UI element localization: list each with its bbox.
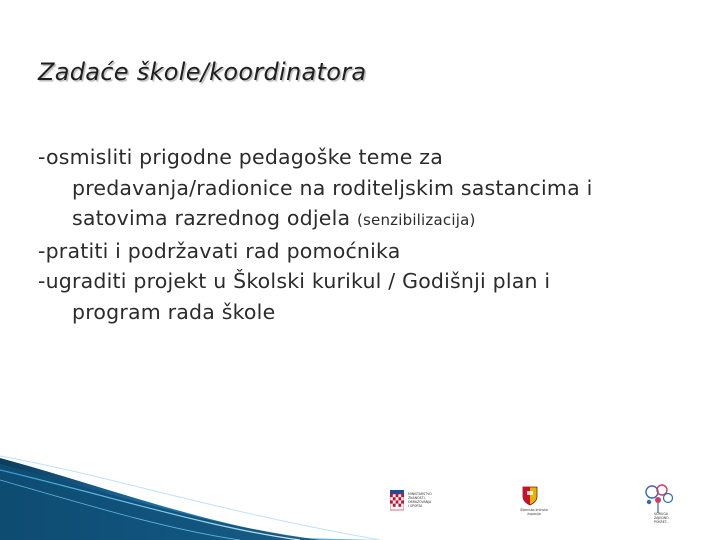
association-logo-line: POKRET...: [654, 520, 670, 524]
list-item: -ugraditi projekt u Školski kurikul / Godišnji plan i: [38, 269, 551, 293]
county-shield-icon: [522, 486, 538, 506]
ministry-logo-line: I SPORTA: [408, 504, 423, 508]
bullet-list: [38, 142, 678, 327]
ministry-logo-line: ZNANOSTI,: [408, 496, 426, 500]
county-logo-line: Šibensko-kninska: [520, 508, 548, 512]
list-item: -pratiti i podržavati rad pomoćnika: [38, 238, 401, 263]
list-item: satovima razrednog odjela (senzibilizacija): [72, 206, 476, 230]
slide-title: Zadaće škole/koordinatora: [38, 58, 367, 86]
association-logo: [640, 482, 684, 528]
croatian-coat-of-arms-icon: [390, 490, 404, 512]
county-logo-line: županija: [527, 512, 541, 516]
county-logo: [514, 486, 554, 526]
ministry-logo-line: OBRAZOVANJA: [408, 500, 432, 504]
decorative-wave: [0, 420, 380, 540]
association-logo-line: ZAJEDNO: [654, 516, 669, 520]
people-flower-icon: [640, 482, 678, 514]
list-item: predavanja/radionice na roditeljskim sastancima i: [72, 175, 593, 200]
ministry-logo: [390, 486, 450, 526]
association-logo-line: UDRUGA: [654, 512, 668, 516]
list-item: -osmisliti prigodne pedagoške teme za: [38, 145, 443, 169]
list-item: program rada škole: [72, 299, 276, 324]
ministry-logo-line: MINISTARSTVO: [408, 492, 432, 496]
